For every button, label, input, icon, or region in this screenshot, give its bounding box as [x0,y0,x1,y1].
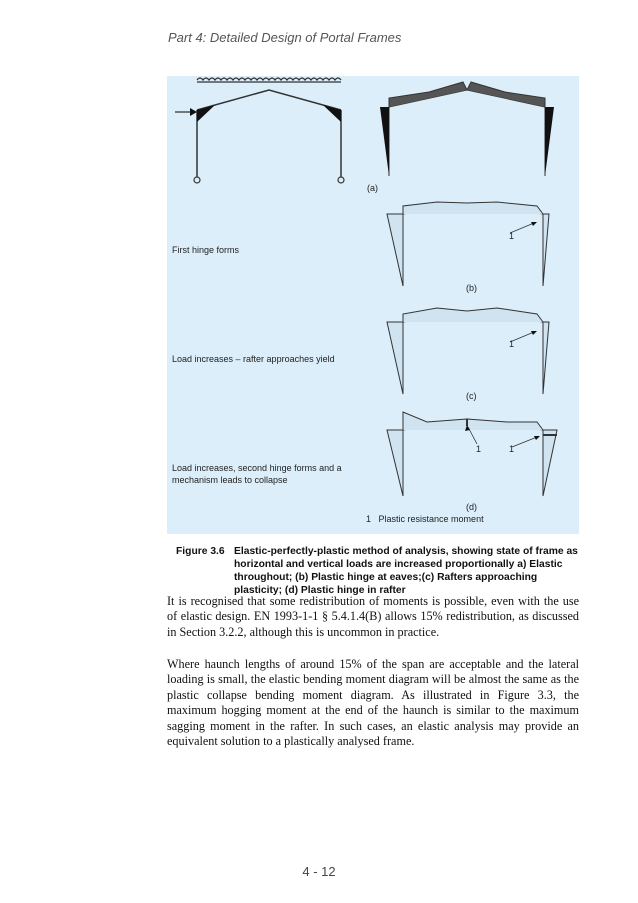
label-b: (b) [466,283,477,293]
bmd-stage-b [387,202,549,286]
hinge-marker-d-eaves: 1 [509,444,515,454]
paragraph-haunch-lengths: Where haunch lengths of around 15% of the span are acceptable and the lateral loading is small, the elastic bending moment diagram will be almost the same as the plastic collapse bending moment diagram. As illustrated in Figure 3.3, the maximum hogging moment at the end of the haunch is similar to the maximum sagging moment in the rafter. In such cases, an elastic analysis may provide an equivalent solution to a plastically analysed frame. [167,657,579,749]
running-header: Part 4: Detailed Design of Portal Frames [168,30,402,45]
legend-number: 1 [366,514,372,524]
bmd-stage-d [387,412,557,496]
legend-text: Plastic resistance moment [378,514,484,524]
caption-text: Elastic-perfectly-plastic method of analysis, showing state of frame as horizontal and vertical loads are increased proportionally a) Elastic throughout; (b) Plastic hinge at eaves;(c) Rafters approaching plasticity; (d) Plastic hinge in rafter [234,546,578,596]
bmd-stage-c [387,308,549,394]
stage-label-mechanism: Load increases, second hinge forms and a mechanism leads to collapse [172,463,342,485]
page-number: 4 - 12 [302,864,336,879]
loaded-frame [175,78,344,183]
horizontal-load-arrow [175,108,197,116]
label-d: (d) [466,502,477,512]
label-a: (a) [367,183,378,193]
paragraph-redistribution: It is recognised that some redistribution of moments is possible, even with the use of elastic design. EN 1993-1-1 § 5.4.1.4(B) allows 15% redistribution, as discussed in Section 3.2.2, although this is uncommon in practice. [167,594,579,639]
label-c: (c) [466,391,477,401]
stage-label-first-hinge: First hinge forms [172,245,240,255]
hinge-marker-d-rafter: 1 [476,444,482,454]
stage-label-rafter-yield: Load increases – rafter approaches yield [172,354,335,364]
figure-legend [366,514,484,524]
distributed-load [197,78,341,82]
hinge-marker-b: 1 [509,231,515,241]
hinge-marker-c: 1 [509,339,515,349]
bmd-stage-a [380,82,554,176]
caption-number: Figure 3.6 [176,546,225,557]
figure-3-6 [167,76,579,534]
